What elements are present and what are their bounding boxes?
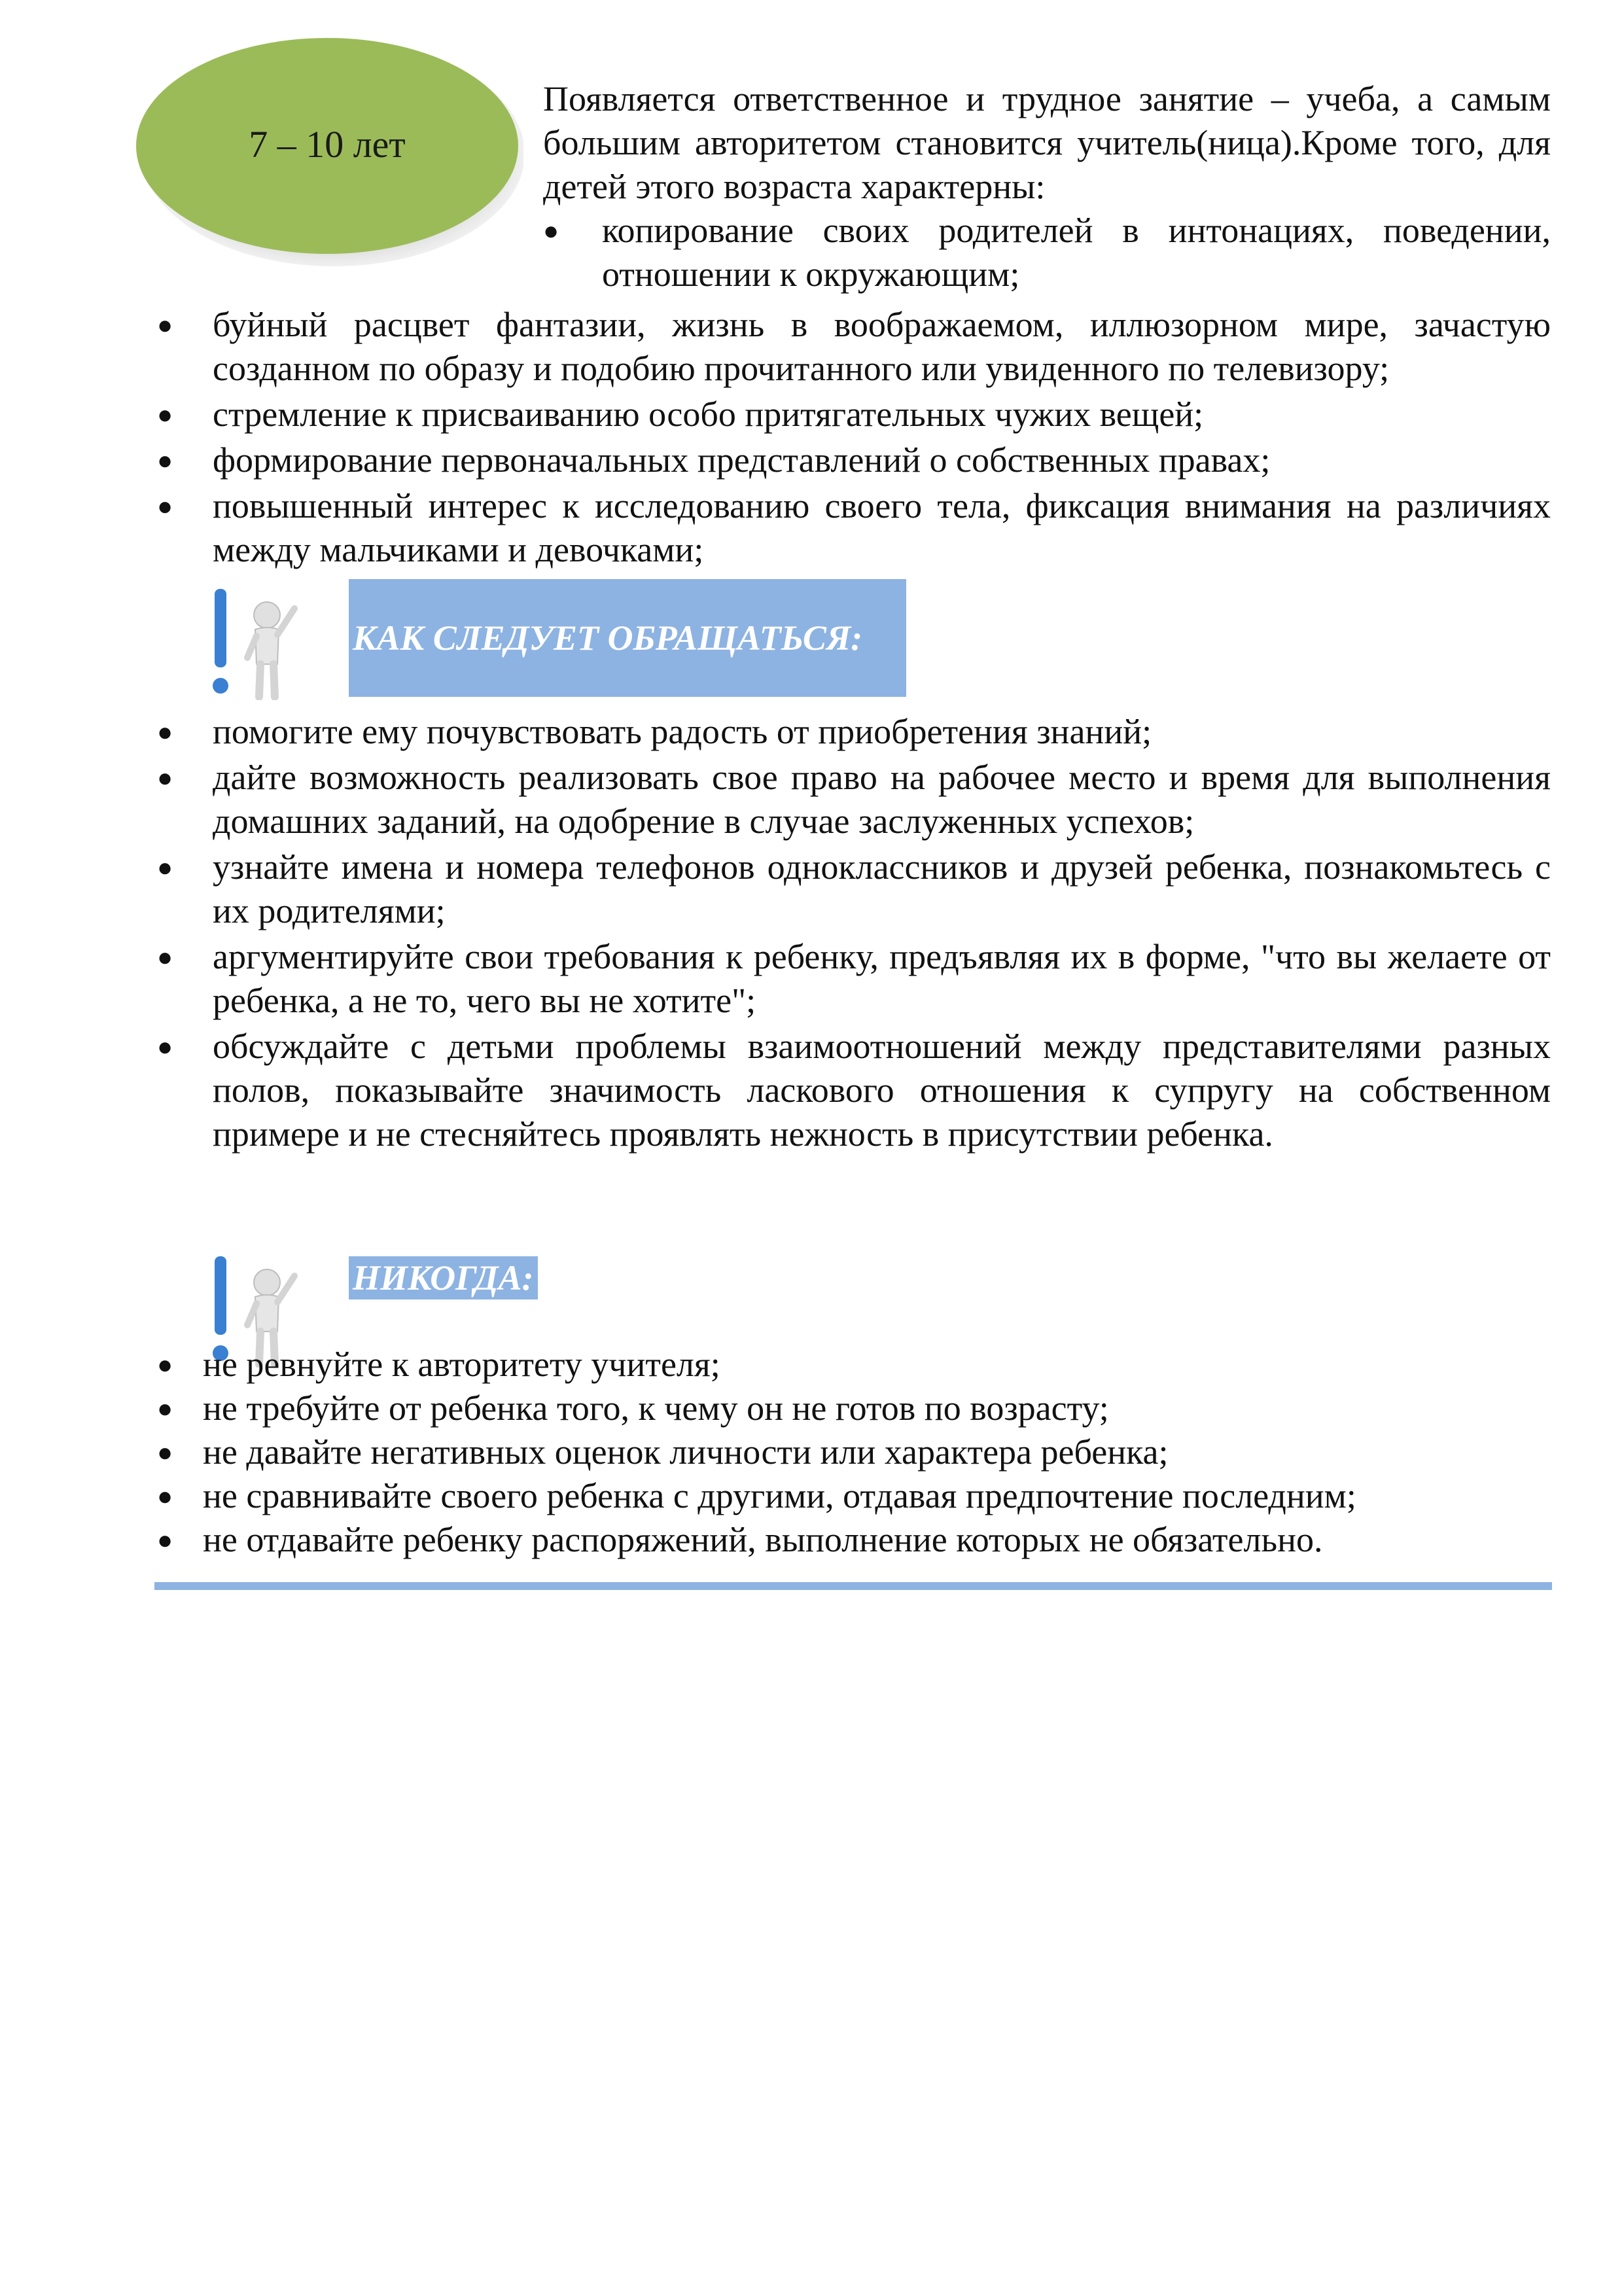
- section-title-how: [349, 579, 906, 697]
- list-item: [157, 756, 1551, 843]
- bullet-icon: ●: [157, 1525, 173, 1555]
- bullet-icon: ●: [157, 400, 173, 429]
- list-item-text: не требуйте от ребенка того, к чему он не готов по возрасту;: [203, 1388, 1109, 1428]
- age-badge: [131, 36, 523, 272]
- age-label: 7 – 10 лет: [249, 122, 406, 166]
- list-item: [157, 1518, 1551, 1562]
- bullet-icon: ●: [157, 1438, 173, 1467]
- list-item: [157, 484, 1551, 572]
- list-item-text: аргументируйте свои требования к ребенку, предъявляя их в форме, "что вы желаете от ребенка, а не то, чего вы не хотите";: [213, 937, 1551, 1020]
- intro-text: Появляется ответственное и трудное занятие – учеба, а самым большим авторитетом становится учитель(ница).Кроме того, для детей этого возраста характерны:: [543, 79, 1551, 206]
- list-item-text: обсуждайте с детьми проблемы взаимоотношений между представителями разных полов, показывайте значимость ласкового отношения к супругу на собственном примере и не стесняйтесь проявлять нежность в присутствии ребенка.: [213, 1027, 1551, 1154]
- list-item: [157, 1474, 1551, 1518]
- list-item-text: буйный расцвет фантазии, жизнь в воображаемом, иллюзорном мире, зачастую созданном по образу и подобию прочитанного или увиденного по телевизору;: [213, 305, 1551, 388]
- traits-list: [157, 303, 1551, 574]
- bullet-icon: ●: [543, 216, 559, 245]
- bullet-icon: ●: [157, 446, 173, 475]
- bullet-icon: ●: [157, 942, 173, 972]
- list-item: [157, 303, 1551, 391]
- list-item-text: формирование первоначальных представлений о собственных правах;: [213, 440, 1271, 480]
- list-item: [157, 935, 1551, 1023]
- bullet-icon: ●: [157, 1350, 173, 1379]
- bullet-icon: ●: [157, 853, 173, 882]
- bullet-icon: ●: [157, 1394, 173, 1423]
- list-item: [157, 438, 1551, 482]
- list-item: [157, 845, 1551, 933]
- list-item-text: не сравнивайте своего ребенка с другими, отдавая предпочтение последним;: [203, 1476, 1356, 1515]
- list-item-text: стремление к присваиванию особо притягательных чужих вещей;: [213, 395, 1204, 434]
- list-item-text: не ревнуйте к авторитету учителя;: [203, 1345, 720, 1384]
- bullet-icon: ●: [157, 1481, 173, 1511]
- list-item: [157, 393, 1551, 436]
- bullet-icon: ●: [157, 491, 173, 521]
- intro-bullet-text: копирование своих родителей в интонациях, поведении, отношении к окружающим;: [602, 211, 1551, 294]
- list-item-text: не давайте негативных оценок личности или характера ребенка;: [203, 1432, 1169, 1472]
- bullet-icon: ●: [157, 1032, 173, 1061]
- never-list: [157, 1343, 1551, 1562]
- section-title-never-text: НИКОГДА:: [353, 1258, 534, 1298]
- bullet-icon: ●: [157, 717, 173, 747]
- list-item-text: повышенный интерес к исследованию своего тела, фиксация внимания на различиях между мальчиками и девочками;: [213, 486, 1551, 569]
- intro-bullet: [543, 209, 1551, 296]
- list-item-text: помогите ему почувствовать радость от приобретения знаний;: [213, 712, 1152, 751]
- intro-block: [543, 77, 1551, 296]
- list-item-text: дайте возможность реализовать свое право на рабочее место и время для выполнения домашних заданий, на одобрение в случае заслуженных успехов;: [213, 758, 1551, 841]
- advice-list: [157, 710, 1551, 1158]
- section-title-how-text: КАК СЛЕДУЕТ ОБРАЩАТЬСЯ:: [353, 618, 863, 658]
- person-exclamation-icon: [209, 582, 301, 700]
- list-item-text: узнайте имена и номера телефонов одноклассников и друзей ребенка, познакомьтесь с их родителями;: [213, 847, 1551, 930]
- list-item: [157, 1430, 1551, 1474]
- bullet-icon: ●: [157, 310, 173, 340]
- list-item: [157, 1343, 1551, 1386]
- list-item: [157, 1386, 1551, 1430]
- bottom-divider: [154, 1582, 1552, 1590]
- list-item: [157, 1025, 1551, 1156]
- list-item: [157, 710, 1551, 754]
- section-title-never: [349, 1256, 538, 1299]
- bullet-icon: ●: [157, 763, 173, 792]
- list-item-text: не отдавайте ребенку распоряжений, выполнение которых не обязательно.: [203, 1520, 1323, 1559]
